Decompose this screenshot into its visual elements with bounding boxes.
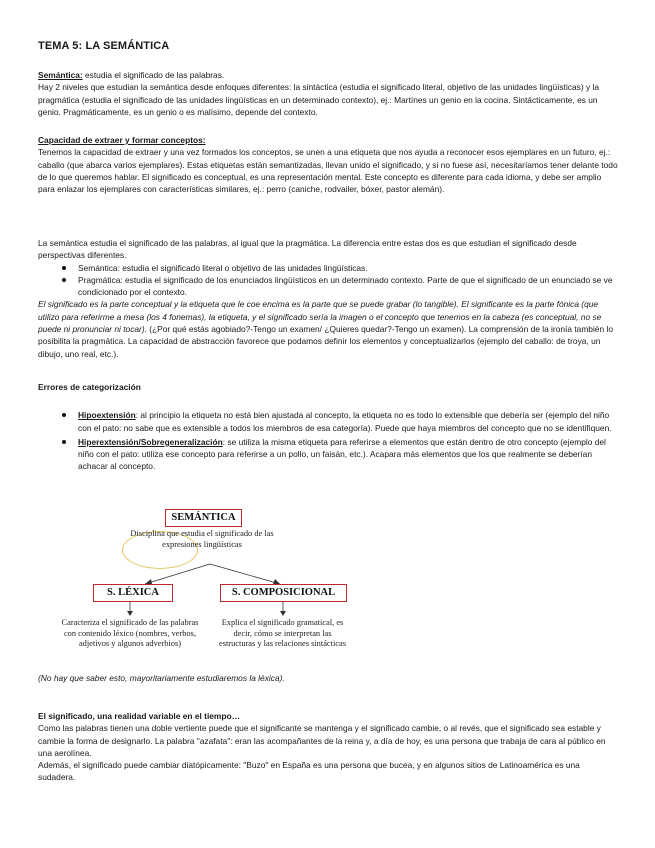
list-item: Pragmática: estudia el significado de los enunciados lingüísticos en un determinado contexto. Parte de que el significado de un enunciado se ve condicionado por el contexto. [76,274,618,299]
semantica-term: Semántica: [38,70,83,80]
semantica-box: SEMÁNTICA [165,509,242,527]
capacidad-heading: Capacidad de extraer y formar conceptos: [38,135,206,145]
significado-paragraph-2: Además, el significado puede cambiar diatópicamente: "Buzo" en España es una persona que bucea, y en algunos sitios de Latinoamérica es una sudadera. [38,760,580,783]
significado-paragraph-1: Como las palabras tienen una doble vertiente puede que el significante se mantenga y el significado cambie, o al revés, que el significado sea estable y cambie la forma de designarlo. La palabra "azafata": eran las acompañantes de la reina y, a día de hoy, es una persona que trabaja de cara al público en una aerolínea. [38,723,606,758]
semantica-levels: Hay 2 niveles que estudian la semántica desde enfoques diferentes: la sintáctica (estudia el significado literal, objetivo de las unidades lingüísticas) y la pragmática (estudia el significado de las unidades lingüísticas en un determinado contexto), ej.: Martínes un genio en la cocina. Sintácticamente, es un genio. Pragmáticamente, es un genio o es malísimo, depende del contexto. [38,82,599,117]
list-item [76,409,618,434]
semantica-description: Disciplina que estudia el significado de las expresiones lingüísticas [130,529,274,549]
semantica-section [38,69,618,118]
semantica-definition [38,69,618,81]
errores-heading: Errores de categorización [38,382,141,392]
intro-paragraph [38,298,618,359]
errores-section [38,381,618,473]
capacidad-text: Tenemos la capacidad de extraer y una vez formados los conceptos, se unen a una etiqueta que nos ayuda a reconocer esos ejemplares en un futuro, ej.: caballo (que abarca varios ejemplares). Estas etiquetas están semantizadas, llevan unido el significado, y si no fuese así, necesitaríamos tener delante todo de lo que queremos hablar. El significado es conceptual, es una representación mental. Este concepto es diferente para cada idioma, y debe ser amplio para enlazar los ejemplares con características similares, ej.: perro (caniche, rodvailer, bóxer, pastor alemán). [38,147,618,195]
intro-text: La semántica estudia el significado de las palabras, al igual que la pragmática. La diferencia entre estas dos es que estudian el significado desde perspectivas diferentes. [38,238,577,261]
intro-tail: (¿Por qué estás agobiado?-Tengo un examen/ ¿Quieres quedar?-Tengo un examen). La comprensión de la ironía también lo posibilita la pragmática. La capacidad de abstracción favorece que podamos definir los elementos y conceptualizarlos (ejemplo del caballo: de troya, un dibujo, uno real, etc.). [38,324,613,359]
lexica-box: S. LÉXICA [93,584,173,602]
errores-list [38,409,618,472]
semantica-diagram [60,505,360,670]
list-item: Semántica: estudia el significado literal o objetivo de las unidades lingüísticas. [76,262,618,274]
hiperextension-text: : se utiliza la misma etiqueta para referirse a elementos que están dentro de otro concepto (ejemplo del niño con el pato: utiliza ese concepto para referirse a un pollo, un faisán, etc.). Acapara más elementos que los que realmente se deberían achacar al concepto. [78,436,606,472]
page-title: TEMA 5: LA SEMÁNTICA [38,40,170,52]
hiperextension-term: Hiperextensión/Sobregeneralización [78,436,223,447]
semantica-text: estudia el significado de las palabras. [82,70,225,80]
hipoextension-term: Hipoextensión [78,410,136,421]
diagram-caption: (No hay que saber esto, mayoritariamente estudiaremos la léxica). [38,673,285,683]
capacidad-section [38,134,618,195]
intro-bullet-list [38,262,618,299]
significado-heading: El significado, una realidad variable en el tiempo… [38,711,240,721]
list-item [76,436,618,473]
intro-section [38,237,618,360]
intro-italic: El significado es la parte conceptual y la etiqueta que le coe encima es la parte que se puede grabar (lo tangible). El significante es la parte fónica (que utilizo para referirme a mesa (los 4 fonemas), la etiqueta, y el significado sería la imagen o el concepto que tenemos en la cabeza (es conceptual, no se puede ni pronunciar ni tocar). [38,299,602,335]
composicional-box: S. COMPOSICIONAL [220,584,347,602]
composicional-description: Explica el significado gramatical, es decir, cómo se interpretan las estructuras y las relaciones sintácticas [219,618,346,648]
hipoextension-text: : al principio la etiqueta no está bien ajustada al concepto, la etiqueta no es todo lo extensible que debería ser (ejemplo del niño con el pato: no sabe que es extensible a todos los miembros de esa categoría). Puede que haya miembros del concepto que no se identifiquen. [78,410,612,433]
significado-section [38,710,618,784]
lexica-description: Caracteriza el significado de las palabras con contenido léxico (nombres, verbos, adjetivos y algunos adverbios) [61,618,199,648]
